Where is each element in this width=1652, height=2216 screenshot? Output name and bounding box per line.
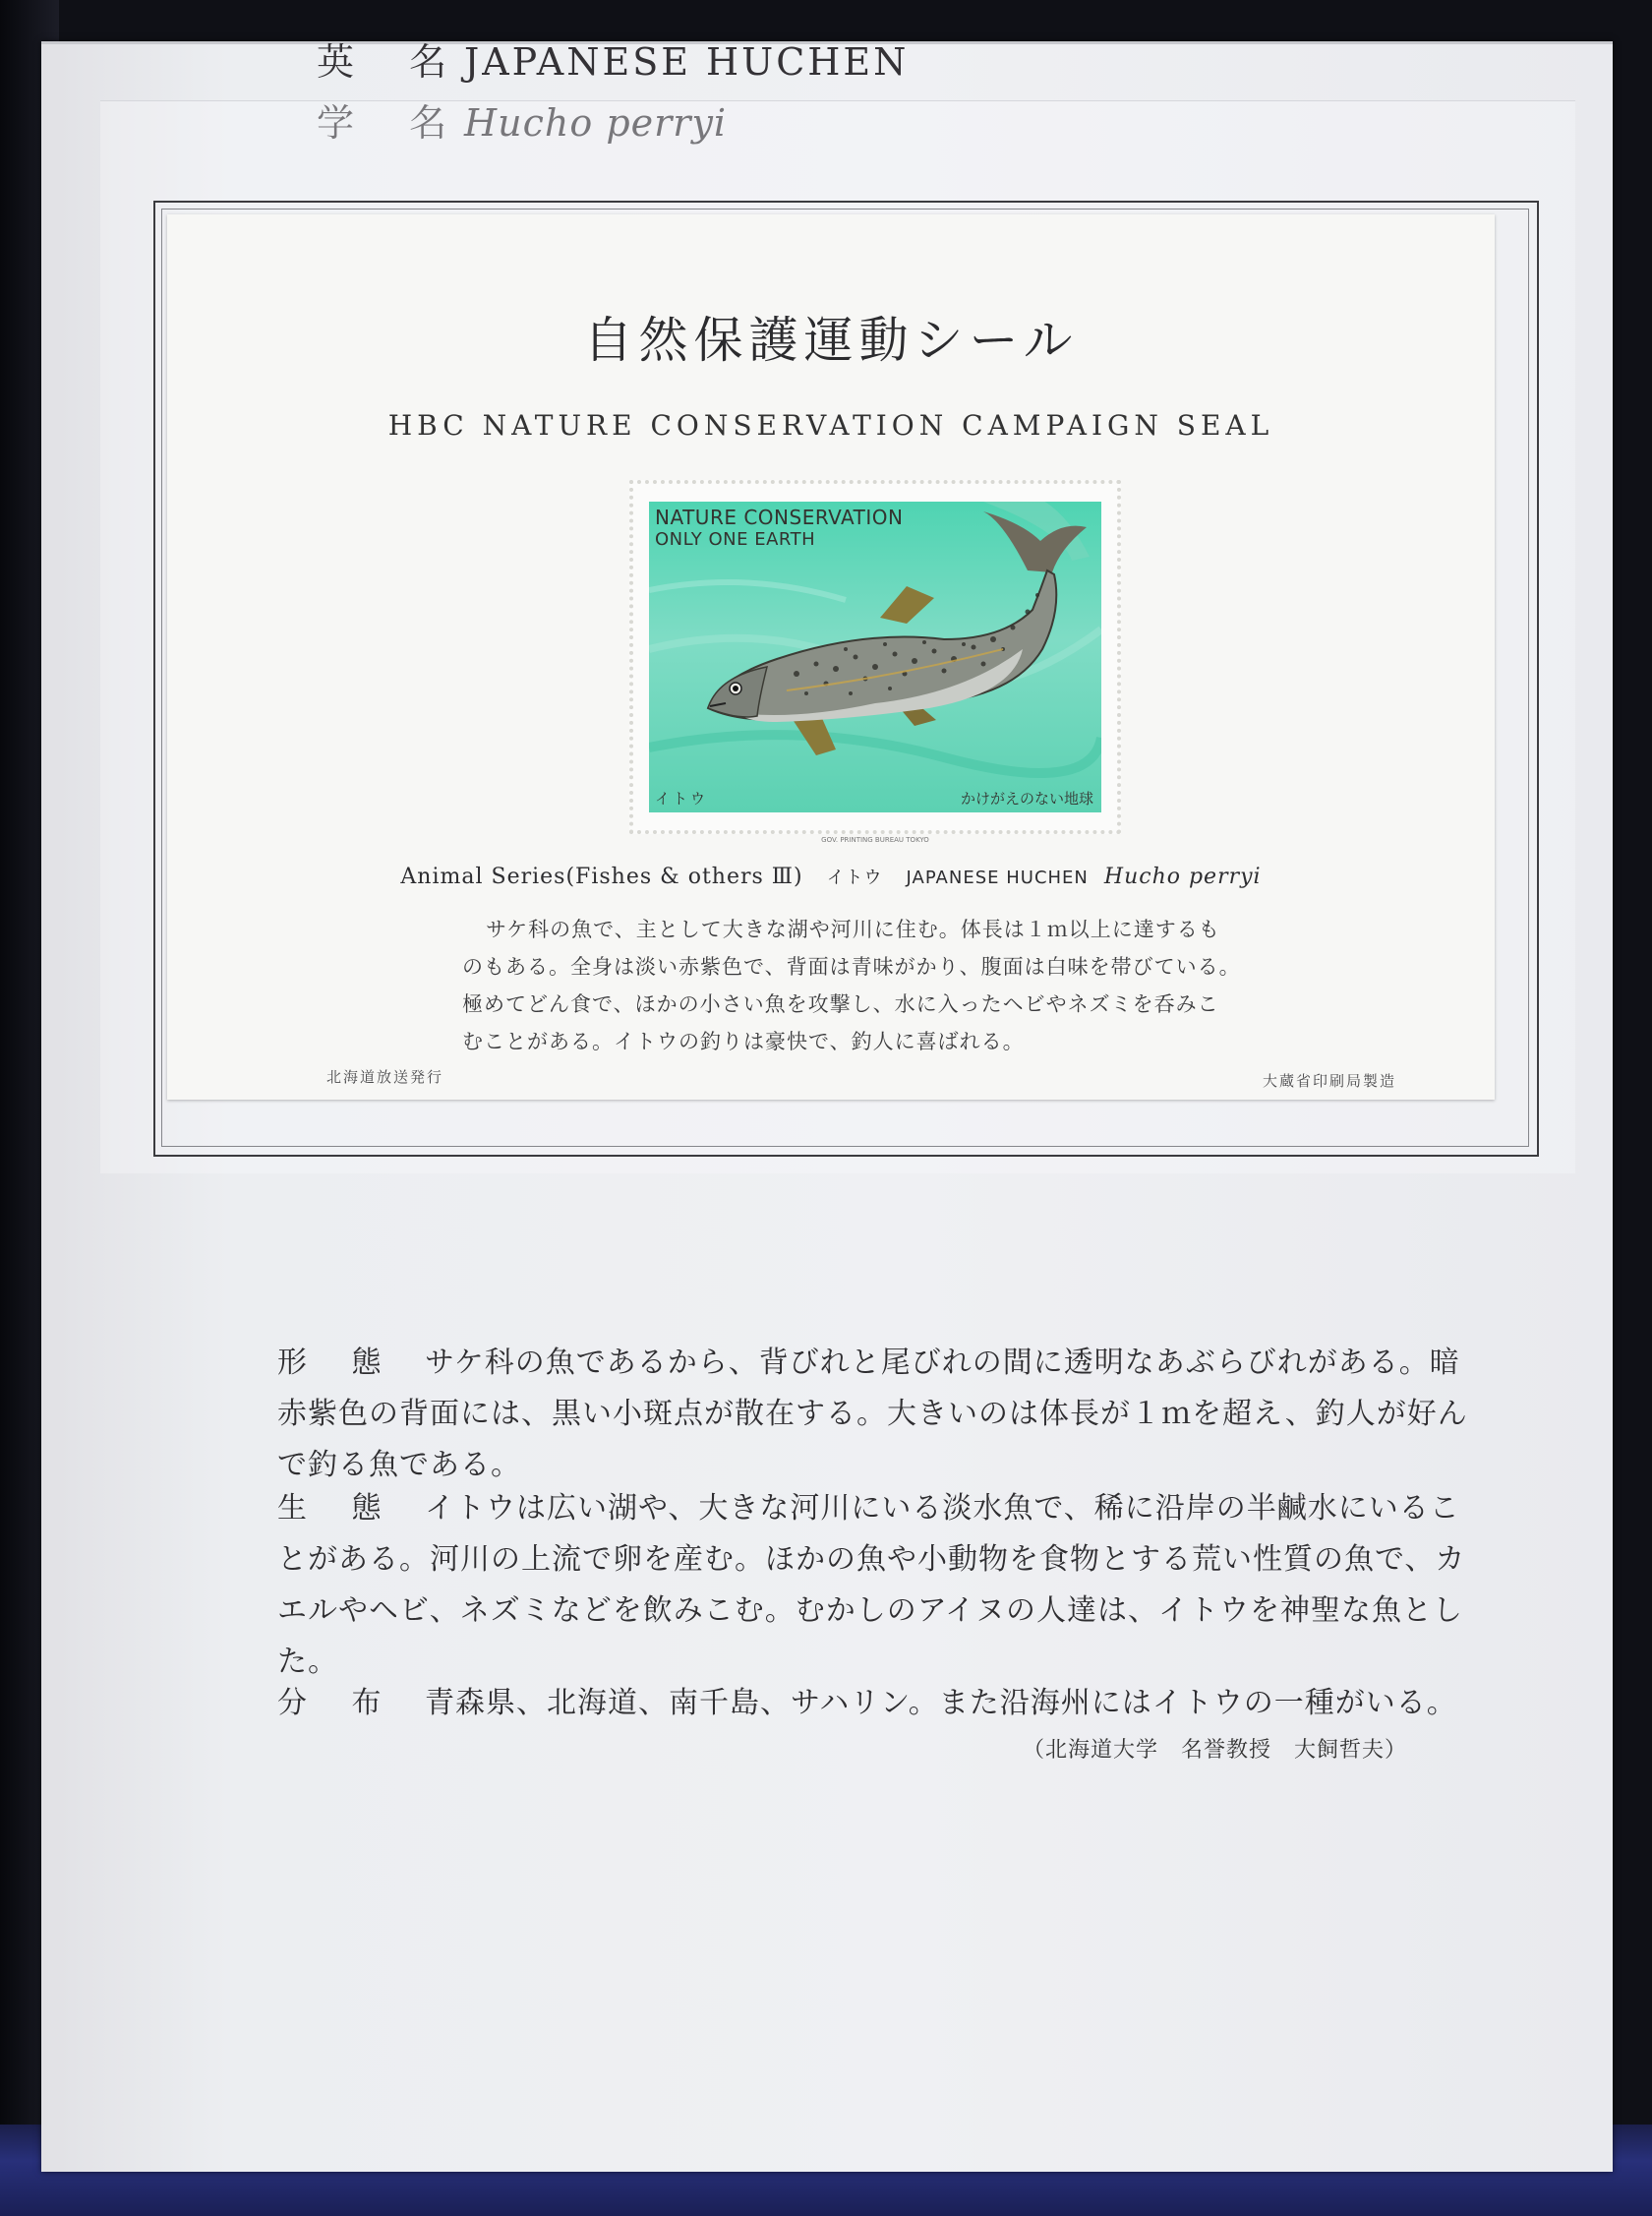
english-name: JAPANESE HUCHEN — [464, 41, 910, 84]
series-line — [167, 864, 1495, 889]
distribution-label: 分 布 — [277, 1686, 399, 1720]
distribution-text: 青森県、北海道、南千島、サハリン。また沿海州にはイトウの一種がいる。 — [425, 1686, 1457, 1720]
conservation-seal-stamp — [629, 480, 1121, 844]
series-name-jp: イトウ — [826, 868, 883, 888]
section-morphology — [277, 1338, 1468, 1491]
ecology-line: イトウは広い湖や、大きな河川にいる淡水魚で、稀に沿岸の半鹹水にいるこ — [425, 1491, 1460, 1526]
stamp-caption-line1: NATURE CONSERVATION — [655, 506, 904, 529]
card-desc-line: 極めてどん食で、ほかの小さい魚を攻撃し、水に入ったヘビやネズミを呑みこ — [462, 992, 1219, 1016]
ecology-line: た。 — [277, 1645, 338, 1679]
morphology-label: 形 態 — [277, 1346, 399, 1380]
stamp-caption-line2: ONLY ONE EARTH — [655, 529, 816, 550]
card-printer: 大蔵省印刷局製造 — [1262, 1072, 1396, 1090]
seal-souvenir-card — [167, 214, 1495, 1100]
card-desc-line: サケ科の魚で、主として大きな湖や河川に住む。体長は１ｍ以上に達するも — [486, 918, 1220, 941]
stamp-fish-name-jp: イトウ — [655, 790, 709, 808]
ecology-line: とがある。河川の上流で卵を産む。ほかの魚や小動物を食物とする荒い性質の魚で、カ — [277, 1542, 1466, 1577]
english-name-label: 英 名 — [317, 41, 469, 84]
stamp-artwork — [649, 502, 1101, 812]
english-name-header — [317, 41, 909, 86]
card-description — [462, 911, 1249, 1060]
series-title: Animal Series(Fishes & others Ⅲ) — [400, 865, 803, 889]
series-name-en: JAPANESE HUCHEN — [906, 868, 1089, 888]
card-desc-line: むことがある。イトウの釣りは豪快で、釣人に喜ばれる。 — [462, 1030, 1025, 1053]
card-desc-line: のもある。全身は淡い赤紫色で、背面は青味がかり、腹面は白味を帯びている。 — [462, 955, 1241, 979]
section-ecology — [277, 1483, 1466, 1688]
ecology-line: エルやヘビ、ネズミなどを飲みこむ。むかしのアイヌの人達は、イトウを神聖な魚とし — [277, 1593, 1463, 1628]
morphology-line: サケ科の魚であるから、背びれと尾びれの間に透明なあぶらびれがある。暗 — [425, 1346, 1460, 1380]
scientific-name-label: 学 名 — [317, 101, 469, 145]
card-title-english: HBC NATURE CONSERVATION CAMPAIGN SEAL — [387, 409, 1274, 442]
scientific-name: Hucho perryi — [464, 101, 728, 145]
ecology-label: 生 態 — [277, 1491, 399, 1526]
author-credit: （北海道大学 名誉教授 大飼哲夫） — [1023, 1738, 1408, 1763]
morphology-line: で釣る魚である。 — [277, 1448, 521, 1482]
card-publisher: 北海道放送発行 — [326, 1068, 444, 1086]
section-distribution — [277, 1678, 1457, 1729]
stamp-printer-imprint: GOV. PRINTING BUREAU TOKYO — [821, 836, 929, 844]
morphology-line: 赤紫色の背面には、黒い小斑点が散在する。大きいのは体長が１ｍを超え、釣人が好ん — [277, 1397, 1468, 1431]
series-scientific-name: Hucho perryi — [1103, 865, 1262, 889]
card-title-japanese: 自然保護運動シール — [583, 312, 1079, 369]
stamp-slogan-jp: かけがえのない地球 — [960, 790, 1093, 808]
album-page — [41, 41, 1613, 2172]
